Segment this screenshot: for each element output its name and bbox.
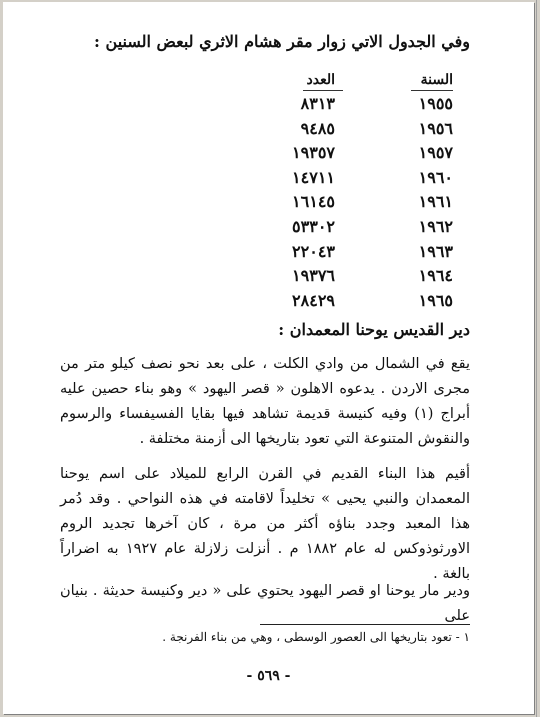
paragraph-1: يقع في الشمال من وادي الكلت ، على بعد نحو نصف كيلو متر من مجرى الاردن . يدعوه الاهلون « قصر اليهود » وهو بناء حصين عليه أبراج (١) وفيه كنيسة قديمة تشاهد فيها بقايا الفسيفساء والرسوم والنقوش المتنوعة التي تعود بتاريخها الى أزمنة مختلفة . bbox=[60, 356, 470, 447]
count-cell: ٨٣١٣ bbox=[300, 94, 335, 113]
count-cell: ١٩٣٥٧ bbox=[292, 143, 335, 163]
table-row bbox=[293, 94, 453, 119]
count-cell: ٢٨٤٢٩ bbox=[292, 290, 335, 310]
table-body bbox=[293, 94, 453, 315]
header-year: السنة bbox=[420, 72, 453, 88]
header-rule-count bbox=[303, 90, 343, 91]
table-row bbox=[293, 242, 453, 267]
footnote-divider bbox=[260, 624, 470, 625]
count-cell: ١٦١٤٥ bbox=[292, 192, 335, 212]
count-cell: ٩٤٨٥ bbox=[300, 118, 335, 138]
table-row bbox=[293, 168, 453, 193]
count-cell: ١٤٧١١ bbox=[292, 167, 335, 187]
year-cell: ١٩٦٣ bbox=[418, 241, 453, 261]
header-count: العدد bbox=[306, 72, 335, 88]
table-row bbox=[293, 192, 453, 217]
table-row bbox=[293, 119, 453, 144]
year-cell: ١٩٥٥ bbox=[418, 94, 453, 113]
paragraph-3: ودير مار يوحنا او قصر اليهود يحتوي على « دير وكنيسة حديثة . بنيان على bbox=[60, 583, 470, 624]
table-row bbox=[293, 217, 453, 242]
page-number: - ٥٦٩ - bbox=[246, 668, 291, 684]
year-cell: ١٩٦٥ bbox=[418, 290, 453, 310]
year-cell: ١٩٦٢ bbox=[418, 216, 453, 236]
year-cell: ١٩٦٤ bbox=[418, 266, 453, 286]
header-rule-year bbox=[411, 90, 453, 91]
count-cell: ٥٣٣٠٢ bbox=[292, 216, 335, 236]
document-page bbox=[3, 2, 534, 714]
table-row bbox=[293, 143, 453, 168]
year-cell: ١٩٥٧ bbox=[418, 143, 453, 163]
year-cell: ١٩٦٠ bbox=[418, 167, 453, 187]
paragraph-2: أقيم هذا البناء القديم في القرن الرابع للميلاد على اسم يوحنا المعمدان والنبي يحيى » تخليداً لاقامته في هذه النواحي . وقد دُمر هذا المعبد وجدد بناؤه أكثر من مرة ، كان آخرها تجديد الروم الاورثوذوكس له عام ١٨٨٢ م . أنزلت زلازلة عام ١٩٢٧ به اضراراً بالغة . bbox=[60, 466, 470, 582]
year-cell: ١٩٦١ bbox=[418, 192, 453, 212]
count-cell: ١٩٣٧٦ bbox=[292, 266, 335, 286]
section-heading: دير القديس يوحنا المعمدان : bbox=[278, 320, 470, 339]
window-edge bbox=[536, 0, 540, 717]
count-cell: ٢٢٠٤٣ bbox=[292, 241, 335, 261]
intro-line: وفي الجدول الاتي زوار مقر هشام الاثري لبعض السنين : bbox=[94, 32, 470, 51]
table-row bbox=[293, 291, 453, 316]
year-cell: ١٩٥٦ bbox=[418, 118, 453, 138]
table-row bbox=[293, 266, 453, 291]
footnote: ١ - تعود بتاريخها الى العصور الوسطى ، وهي من بناء الفرنجة . bbox=[162, 630, 470, 644]
